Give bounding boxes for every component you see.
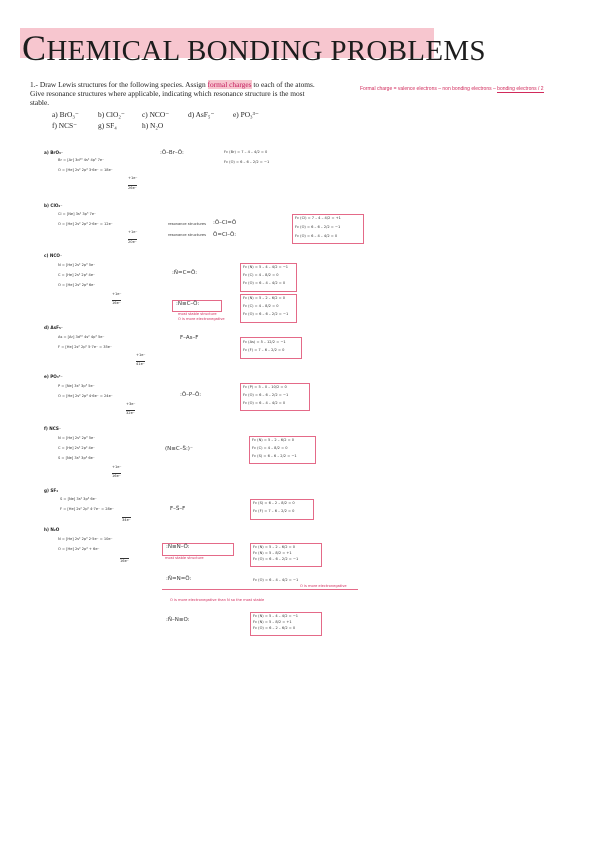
work-a-fc-1: Fc (Br) = 7 – 4 – 4/2 = 0 bbox=[224, 150, 268, 154]
work-f-config-2: C = [He] 2s² 2p² 4e⁻ bbox=[58, 446, 95, 450]
work-f-fc-3: Fc (S) = 6 – 6 – 2/2 = −1 bbox=[252, 454, 297, 458]
title-rest: HEMICAL BONDING PROBLEMS bbox=[46, 35, 486, 67]
work-h-note-2: O is more electronegative bbox=[300, 584, 347, 588]
work-a-extra: +1e⁻ bbox=[128, 176, 138, 180]
structure-d: F–As–F bbox=[180, 335, 199, 341]
work-b-total: 20e⁻ bbox=[128, 240, 137, 244]
structure-c2: :N≡C–Ö: bbox=[176, 301, 200, 307]
work-b-note-2: resonance structures bbox=[168, 233, 206, 237]
intro-lead: 1.- Draw Lewis structures for the following species. Assign bbox=[30, 80, 208, 89]
work-b-fc-3: Fc (O) = 6 – 4 – 4/2 = 0 bbox=[295, 234, 338, 238]
work-b-note-1: resonance structures bbox=[168, 222, 206, 226]
problem-statement bbox=[30, 80, 315, 107]
work-b-extra: +1e⁻ bbox=[128, 230, 138, 234]
structure-h1: :N≡N–Ö: bbox=[166, 544, 190, 550]
formal-charge-definition bbox=[360, 86, 570, 92]
work-d-fc-2: Fc (F) = 7 – 6 – 2/2 = 0 bbox=[243, 348, 285, 352]
intro-tail: to each of the atoms. Give resonance structures where applicable, indicating which resonance structure is the most stable. bbox=[30, 80, 315, 107]
work-e-extra: +3e⁻ bbox=[126, 402, 136, 406]
work-a-label: a) BrO₃⁻ bbox=[44, 150, 64, 155]
structure-b1: :Ö–Cl=Ö bbox=[213, 220, 237, 226]
work-h-fc1-1: Fc (N) = 5 – 2 – 6/2 = 0 bbox=[253, 545, 296, 549]
work-h-config-1: N = [He] 2s² 2p³ 2·5e⁻ = 10e⁻ bbox=[58, 537, 113, 541]
work-c-config-2: C = [He] 2s² 2p² 4e⁻ bbox=[58, 273, 95, 277]
fc-def-fraction: bonding electrons / 2 bbox=[497, 86, 544, 92]
work-h-note-3: O is more electronegative than N so the most stable bbox=[170, 598, 265, 602]
work-d-total: 41e⁻ bbox=[136, 362, 145, 366]
species-c: c) NCO⁻ bbox=[142, 110, 170, 119]
work-e-fc-3: Fc (O) = 6 – 4 – 4/2 = 0 bbox=[243, 401, 286, 405]
work-c-fc2-1: Fc (N) = 5 – 2 – 6/2 = 0 bbox=[243, 296, 286, 300]
divider-line bbox=[162, 589, 358, 590]
work-e-total: 32e⁻ bbox=[126, 411, 135, 415]
work-h-fc3-3: Fc (O) = 6 – 2 – 6/2 = 0 bbox=[253, 626, 296, 630]
work-c-fc2-2: Fc (C) = 4 – 8/2 = 0 bbox=[243, 304, 279, 308]
work-h-label: h) N₂O bbox=[44, 527, 60, 532]
work-f-fc-2: Fc (C) = 4 – 8/2 = 0 bbox=[252, 446, 288, 450]
structure-e: :Ö–P–Ö: bbox=[180, 392, 202, 398]
species-f: f) NCS⁻ bbox=[52, 121, 78, 130]
species-h: h) N₂O bbox=[142, 121, 164, 130]
work-e-config-2: O = [He] 2s² 2p⁴ 4·6e⁻ = 24e⁻ bbox=[58, 394, 113, 398]
species-d: d) AsF₅⁻ bbox=[188, 110, 215, 119]
page-title bbox=[22, 27, 486, 69]
work-e-config-1: P = [Ne] 3s² 3p³ 5e⁻ bbox=[58, 384, 95, 388]
work-c-fc1-2: Fc (C) = 4 – 8/2 = 0 bbox=[243, 273, 279, 277]
intro-highlight: formal charges bbox=[207, 80, 252, 89]
work-b-fc-1: Fc (Cl) = 7 – 4 – 4/2 = +1 bbox=[295, 216, 341, 220]
work-f-config-1: N = [He] 2s² 2p³ 5e⁻ bbox=[58, 436, 96, 440]
work-h-note-1: most stable structure bbox=[165, 556, 204, 560]
work-h-total: 16e⁻ bbox=[120, 559, 129, 563]
work-f-label: f) NCS⁻ bbox=[44, 426, 62, 431]
structure-c1: :N̈=C=Ö: bbox=[172, 270, 198, 276]
work-h-fc3-1: Fc (N) = 5 – 4 – 4/2 = −1 bbox=[253, 614, 299, 618]
species-a: a) BrO₃⁻ bbox=[52, 110, 79, 119]
work-a-total: 26e⁻ bbox=[128, 186, 137, 190]
work-h-fc1-3: Fc (O) = 6 – 6 – 2/2 = −1 bbox=[253, 557, 299, 561]
work-e-fc-1: Fc (P) = 5 – 0 – 10/2 = 0 bbox=[243, 385, 287, 389]
work-c-config-3: O = [He] 2s² 2p⁴ 6e⁻ bbox=[58, 283, 96, 287]
work-g-config-1: S = [Ne] 3s² 3p⁴ 6e⁻ bbox=[60, 497, 97, 501]
work-b-label: b) ClO₂⁻ bbox=[44, 203, 63, 208]
work-f-total: 16e⁻ bbox=[112, 474, 121, 478]
work-c-fc1-1: Fc (N) = 5 – 4 – 4/2 = −1 bbox=[243, 265, 289, 269]
work-a-config-1: Br = [Ar] 3d¹⁰ 4s² 4p⁵ 7e⁻ bbox=[58, 158, 104, 162]
structure-a: :Ö–Br–Ö: bbox=[160, 150, 184, 156]
structure-g: F–S̈–F bbox=[170, 506, 186, 512]
work-b-config-1: Cl = [Ne] 3s² 3p⁵ 7e⁻ bbox=[58, 212, 96, 216]
work-e-fc-2: Fc (O) = 6 – 6 – 2/2 = −1 bbox=[243, 393, 289, 397]
work-h-fc3-2: Fc (N) = 5 – 8/2 = +1 bbox=[253, 620, 292, 624]
fc-def-text: Formal charge = valence electrons – non bonding electrons – bbox=[360, 86, 498, 92]
structure-b2: Ö=Cl–Ö: bbox=[213, 232, 237, 238]
work-d-extra: +1e⁻ bbox=[136, 353, 146, 357]
work-g-total: 34e⁻ bbox=[122, 518, 131, 522]
work-c-note-2: O is more electronegative bbox=[178, 317, 225, 321]
work-h-fc1-2: Fc (N) = 5 – 8/2 = +1 bbox=[253, 551, 292, 555]
work-c-fc2-3: Fc (O) = 6 – 6 – 2/2 = −1 bbox=[243, 312, 289, 316]
work-d-config-2: F = [He] 2s² 2p⁵ 5·7e⁻ = 35e⁻ bbox=[58, 345, 112, 349]
work-d-fc-1: Fc (As) = 5 – 12/2 = −1 bbox=[243, 340, 286, 344]
work-e-label: e) PO₃³⁻ bbox=[44, 374, 63, 379]
work-c-extra: +1e⁻ bbox=[112, 292, 122, 296]
work-a-config-2: O = [He] 2s² 2p⁴ 3·6e⁻ = 18e⁻ bbox=[58, 168, 113, 172]
work-c-fc1-3: Fc (O) = 6 – 4 – 4/2 = 0 bbox=[243, 281, 286, 285]
work-b-fc-2: Fc (O) = 6 – 6 – 2/2 = −1 bbox=[295, 225, 341, 229]
work-g-fc-1: Fc (S) = 6 – 2 – 8/2 = 0 bbox=[253, 501, 295, 505]
work-g-fc-2: Fc (F) = 7 – 6 – 2/2 = 0 bbox=[253, 509, 295, 513]
species-e: e) PO₃³⁻ bbox=[233, 110, 259, 119]
work-c-config-1: N = [He] 2s² 2p³ 5e⁻ bbox=[58, 263, 96, 267]
work-h-config-2: O = [He] 2s² 2p⁴ + 6e⁻ bbox=[58, 547, 100, 551]
species-g: g) SF₄ bbox=[98, 121, 117, 130]
work-d-config-1: As = [Ar] 3d¹⁰ 4s² 4p³ 5e⁻ bbox=[58, 335, 105, 339]
work-c-note-1: most stable structure bbox=[178, 312, 217, 316]
work-a-fc-2: Fc (O) = 6 – 6 – 2/2 = −1 bbox=[224, 160, 270, 164]
species-b: b) ClO₂⁻ bbox=[98, 110, 125, 119]
work-f-fc-1: Fc (N) = 5 – 2 – 6/2 = 0 bbox=[252, 438, 295, 442]
structure-h3: :N̈–N≡O: bbox=[166, 617, 190, 623]
title-initial: C bbox=[22, 28, 47, 68]
work-g-label: g) SF₄ bbox=[44, 488, 59, 493]
work-f-extra: +1e⁻ bbox=[112, 465, 122, 469]
work-b-config-2: O = [He] 2s² 2p⁴ 2·6e⁻ = 12e⁻ bbox=[58, 222, 113, 226]
work-c-total: 16e⁻ bbox=[112, 301, 121, 305]
work-d-label: d) AsF₅⁻ bbox=[44, 325, 64, 330]
work-c-label: c) NCO⁻ bbox=[44, 253, 63, 258]
work-h-fc2-1: Fc (O) = 6 – 4 – 4/2 = −1 bbox=[253, 578, 299, 582]
work-f-config-3: S = [Ne] 3s² 3p⁴ 6e⁻ bbox=[58, 456, 95, 460]
work-g-config-2: F = [He] 2s² 2p⁵ 4·7e⁻ = 28e⁻ bbox=[60, 507, 114, 511]
structure-h2: :N̈=N=Ö: bbox=[166, 576, 192, 582]
structure-f: (N≡C–S̈:)⁻ bbox=[165, 446, 193, 452]
